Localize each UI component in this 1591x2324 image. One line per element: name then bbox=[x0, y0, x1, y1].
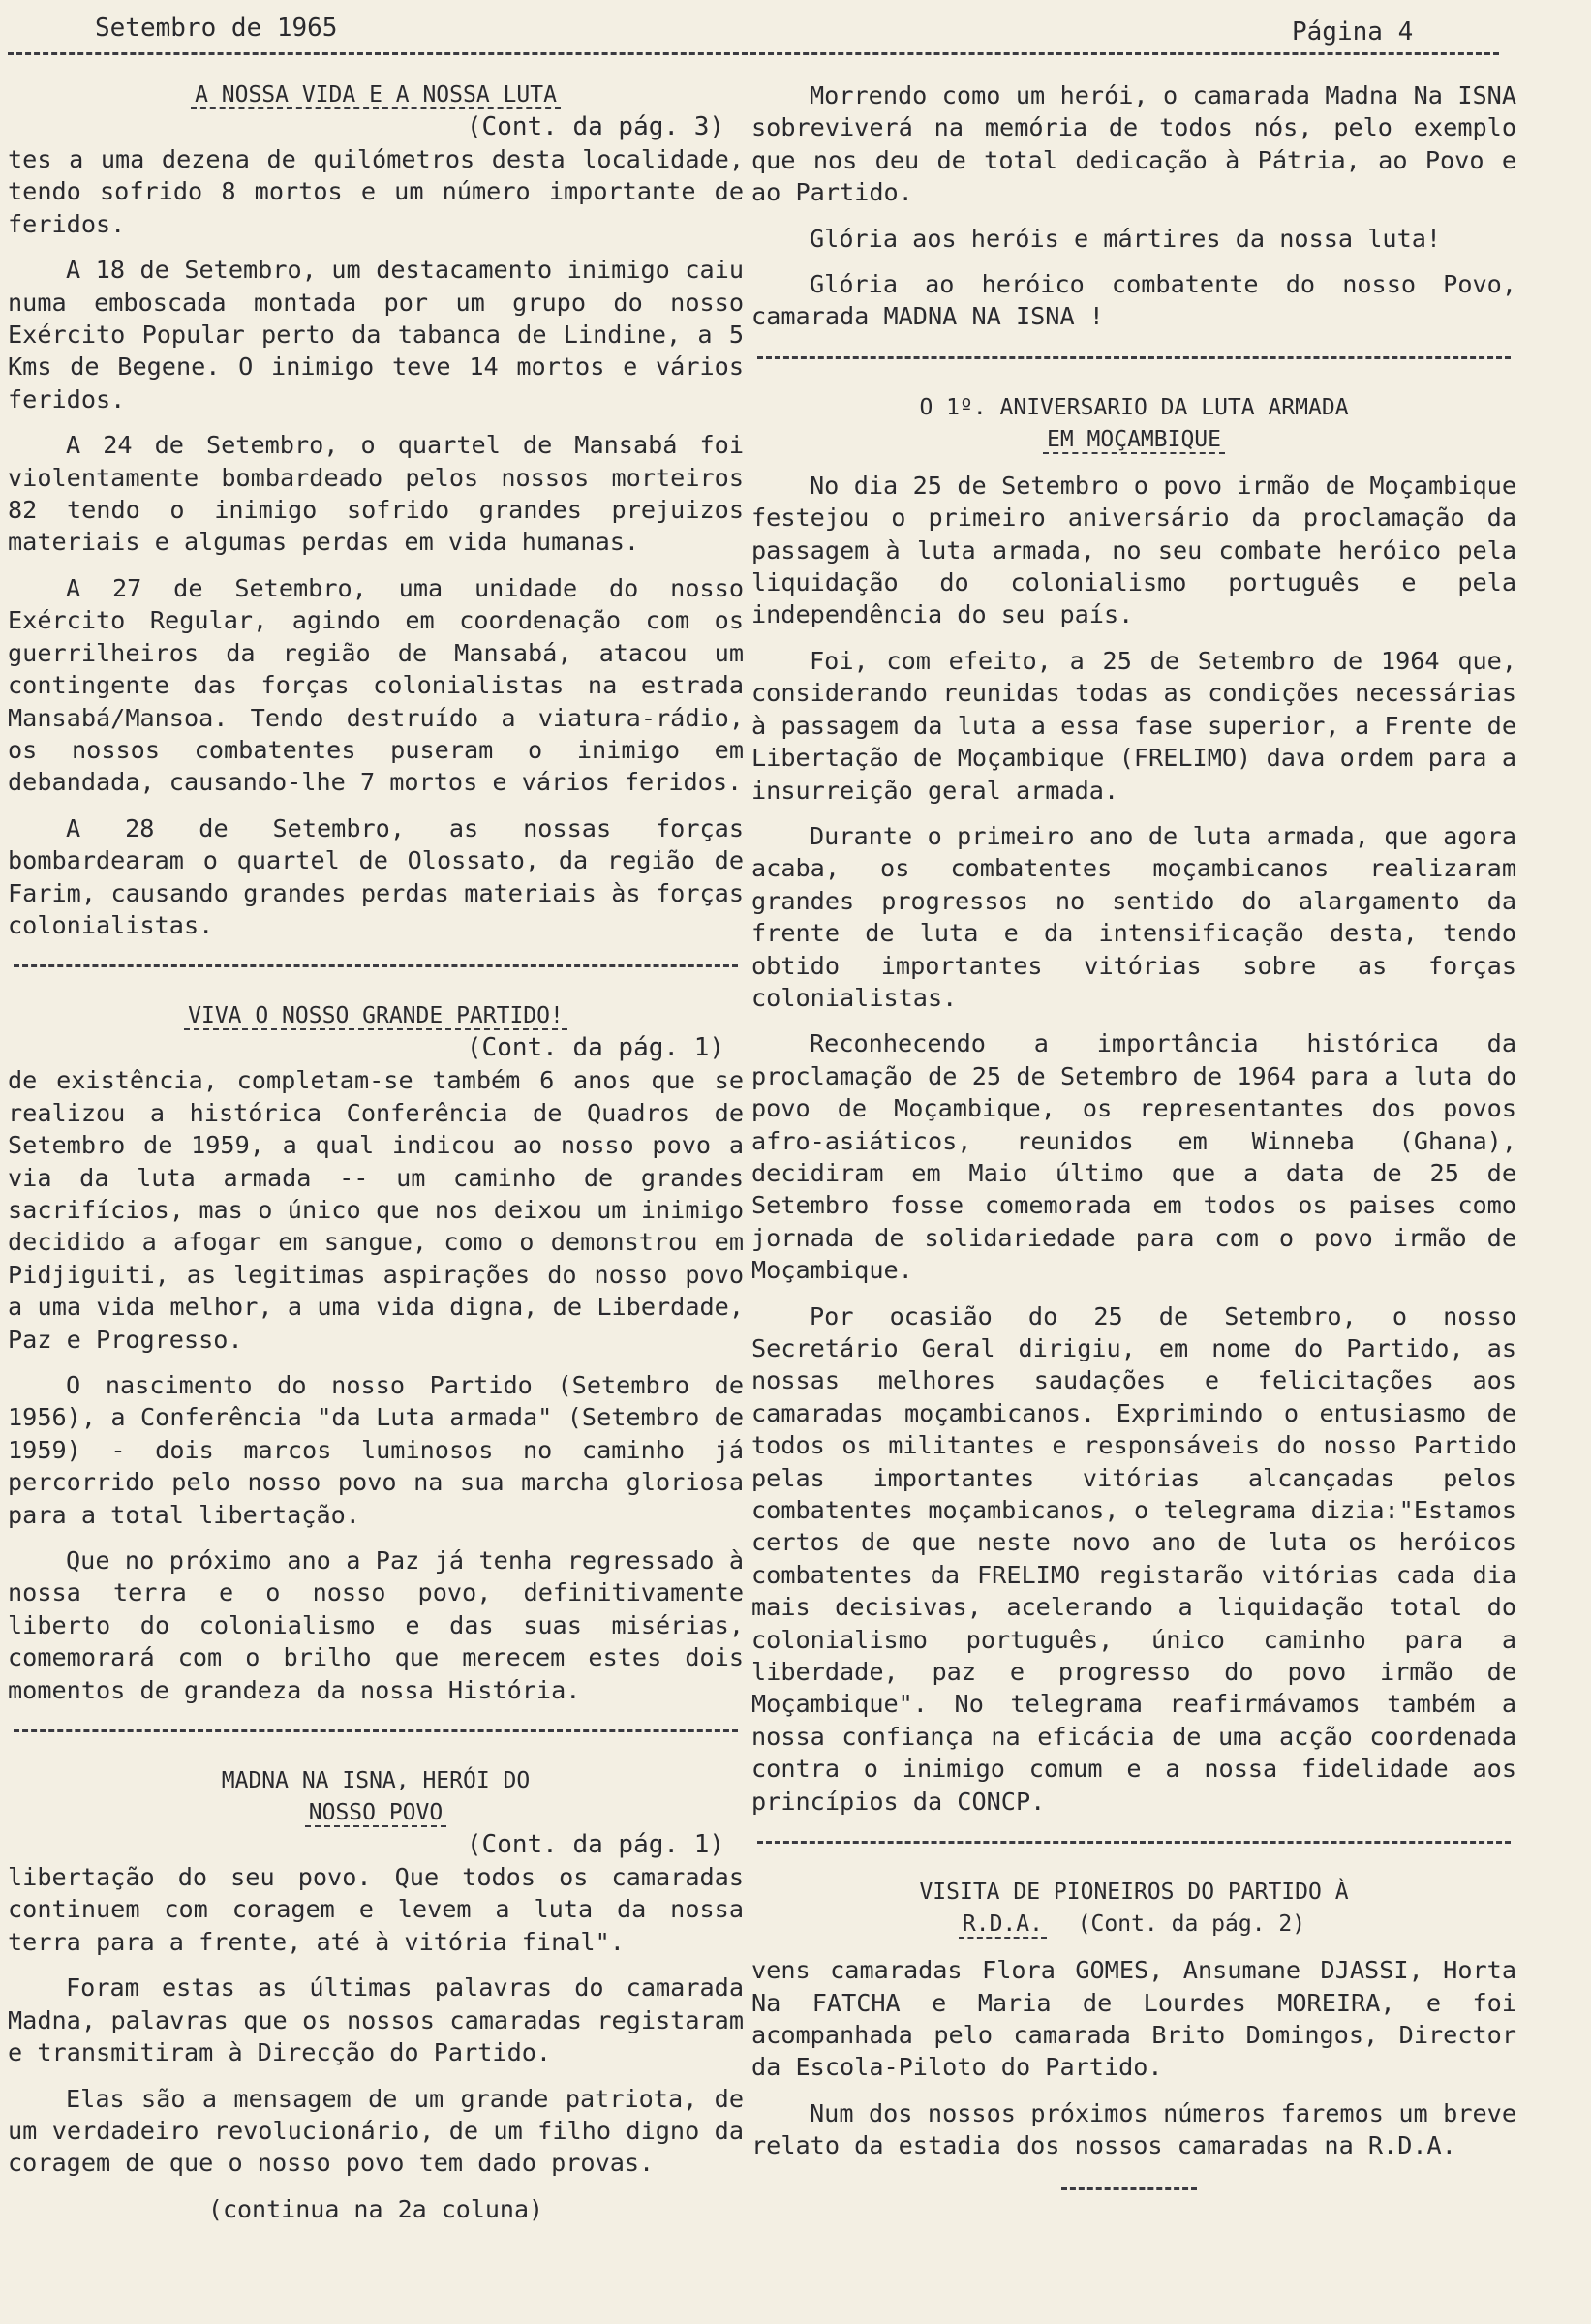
paragraph: Foram estas as últimas palavras do camarada Madna, palavras que os nossos camaradas registaram e transmitiram à Direcção do Partido. bbox=[8, 1973, 744, 2067]
paragraph: A 28 de Setembro, as nossas forças bombardearam o quartel de Olossato, da região de Farim, causando grandes perdas materiais às forças colonialistas. bbox=[8, 813, 744, 939]
paragraph: A 24 de Setembro, o quartel de Mansabá foi violentamente bombardeado pelos nossos morteiros 82 tendo o inimigo sofrido grandes prejuizos materiais e algumas perdas em vida humanas. bbox=[8, 431, 744, 557]
section-divider bbox=[757, 1841, 1511, 1844]
article-title-nossa-vida: A NOSSA VIDA E A NOSSA LUTA bbox=[8, 79, 744, 111]
article-title-visita-line2: R.D.A. (Cont. da pág. 2) bbox=[751, 1909, 1516, 1941]
issue-date: Setembro de 1965 bbox=[95, 14, 338, 43]
continuation-ref: (Cont. da pág. 1) bbox=[466, 1830, 724, 1860]
paragraph: A 18 de Setembro, um destacamento inimigo caiu numa emboscada montada por um grupo do nosso Exército Popular perto da tabanca de Lindine, a 5 Kms de Begene. O inimigo teve 14 mortos e vários feridos. bbox=[8, 256, 744, 413]
article-title-madna: MADNA NA ISNA, HERÓI DO bbox=[221, 1768, 531, 1794]
paragraph: vens camaradas Flora GOMES, Ansumane DJASSI, Horta Na FATCHA e Maria de Lourdes MOREIRA, e foi acompanhada pelo camarada Brito Domingos, Director da Escola-Piloto do Partido. bbox=[751, 1956, 1516, 2082]
paragraph: Glória ao heróico combatente do nosso Povo, camarada MADNA NA ISNA ! bbox=[751, 270, 1516, 331]
paragraph: A 27 de Setembro, uma unidade do nosso Exército Regular, agindo em coordenação com os guerrilheiros da região de Mansabá, atacou um contingente das forças colonialistas na estrada Mansabá/Mansoa. Tendo destruído a viatura-rádio, os nossos combatentes puseram o inimigo em debandada, causando-lhe 7 mortos e vários feridos. bbox=[8, 573, 744, 797]
left-column bbox=[8, 79, 744, 2307]
continuation-ref: (Cont. da pág. 1) bbox=[466, 1033, 724, 1063]
paragraph: Por ocasião do 25 de Setembro, o nosso Secretário Geral dirigiu, em nome do Partido, as nossas melhores saudações e felicitações aos camaradas moçambicanos. Exprimindo o entusiasmo de todos os militantes e responsáveis do nosso Partido pelas importantes vitórias alcançadas pelos combatentes moçambicanos, o telegrama dizia:"Estamos certos de que neste novo ano de luta os heróicos combatentes da FRELIMO registarão vitórias cada dia mais decisivas, acelerando a liquidação total do colonialismo português, único caminho para a liberdade, paz e progresso do povo irmão de Moçambique". No telegrama reafirmávamos também a nossa confiança na eficácia de uma acção coordenada contra o inimigo comum e a nossa fidelidade aos princípios da CONCP. bbox=[751, 1301, 1516, 1816]
section-divider bbox=[757, 356, 1511, 359]
paragraph: Durante o primeiro ano de luta armada, que agora acaba, os combatentes moçambicanos realizaram grandes progressos no sentido do alargamento da frente de luta e da intensificação desta, tendo obtido importantes vitórias sobre as forças colonialistas. bbox=[751, 821, 1516, 1012]
paragraph: tes a uma dezena de quilómetros desta localidade, tendo sofrido 8 mortos e um número importante de feridos. bbox=[8, 145, 744, 238]
page-header bbox=[95, 14, 1489, 52]
header-rule bbox=[8, 52, 1499, 55]
article-title-viva-partido: VIVA O NOSSO GRANDE PARTIDO! bbox=[8, 1000, 744, 1032]
paragraph: libertação do seu povo. Que todos os camaradas continuem com coragem e levem a luta da nossa terra para a frente, até à vitória final". bbox=[8, 1863, 744, 1956]
paragraph: Glória aos heróis e mártires da nossa luta! bbox=[810, 224, 1442, 253]
end-rule bbox=[1061, 2187, 1197, 2190]
paragraph: O nascimento do nosso Partido (Setembro de 1956), a Conferência "da Luta armada" (Setembro de 1959) - dois marcos luminosos no caminho já percorrido pelo nosso povo na sua marcha gloriosa para a total libertação. bbox=[8, 1371, 744, 1529]
paragraph: No dia 25 de Setembro o povo irmão de Moçambique festejou o primeiro aniversário da proclamação da passagem à luta armada, no seu combate heróico pela liquidação do colonialismo português e pela independência do seu país. bbox=[751, 471, 1516, 629]
article-title-visita: VISITA DE PIONEIROS DO PARTIDO À bbox=[919, 1880, 1349, 1906]
continuation-note: (continua na 2a coluna) bbox=[207, 2194, 544, 2223]
right-column bbox=[751, 79, 1516, 2307]
article-title-mocambique-line2: EM MOÇAMBIQUE bbox=[751, 424, 1516, 456]
paragraph: Morrendo como um herói, o camarada Madna Na ISNA sobreviverá na memória de todos nós, pelo exemplo que nos deu de total dedicação à Pátria, ao Povo e ao Partido. bbox=[751, 81, 1516, 207]
paragraph: Reconhecendo a importância histórica da proclamação de 25 de Setembro de 1964 para a luta do povo de Moçambique, os representantes dos povos afro-asiáticos, reunidos em Winneba (Ghana), decidiram em Maio último que a data de 25 de Setembro fosse comemorada em todos os paises como jornada de solidariedade para com o povo irmão de Moçambique. bbox=[751, 1029, 1516, 1285]
paragraph: Que no próximo ano a Paz já tenha regressado à nossa terra e o nosso povo, definitivamente liberto do colonialismo e das suas misérias, comemorará com o brilho que merecem estes dois momentos de grandeza da nossa História. bbox=[8, 1546, 744, 1704]
paragraph: Num dos nossos próximos números faremos um breve relato da estadia dos nossos camaradas na R.D.A. bbox=[751, 2098, 1516, 2160]
article-title-madna-line2: NOSSO POVO bbox=[8, 1797, 744, 1829]
paragraph: Elas são a mensagem de um grande patriota, de um verdadeiro revolucionário, de um filho digno da coragem de que o nosso povo tem dado provas. bbox=[8, 2084, 744, 2178]
continuation-ref: (Cont. da pág. 3) bbox=[466, 112, 724, 141]
section-divider bbox=[14, 1729, 738, 1732]
paragraph: de existência, completam-se também 6 anos que se realizou a histórica Conferência de Quadros de Setembro de 1959, a qual indicou ao nosso povo a via da luta armada -- um caminho de grandes sacrifícios, mas o único que nos deixou um inimigo decidido a afogar em sangue, como o demonstrou em Pidjiguiti, as legitimas aspirações do nosso povo a uma vida melhor, a uma vida digna, de Liberdade, Paz e Progresso. bbox=[8, 1066, 744, 1354]
article-title-mocambique: O 1º. ANIVERSARIO DA LUTA ARMADA bbox=[919, 394, 1349, 420]
continuation-ref: (Cont. da pág. 2) bbox=[1077, 1911, 1306, 1938]
paragraph: Foi, com efeito, a 25 de Setembro de 1964 que, considerando reunidas todas as condições necessárias à passagem da luta a essa fase superior, a Frente de Libertação de Moçambique (FRELIMO) dava ordem para a insurreição geral armada. bbox=[751, 646, 1516, 805]
page-number: Página 4 bbox=[1292, 17, 1414, 46]
section-divider bbox=[14, 964, 738, 967]
